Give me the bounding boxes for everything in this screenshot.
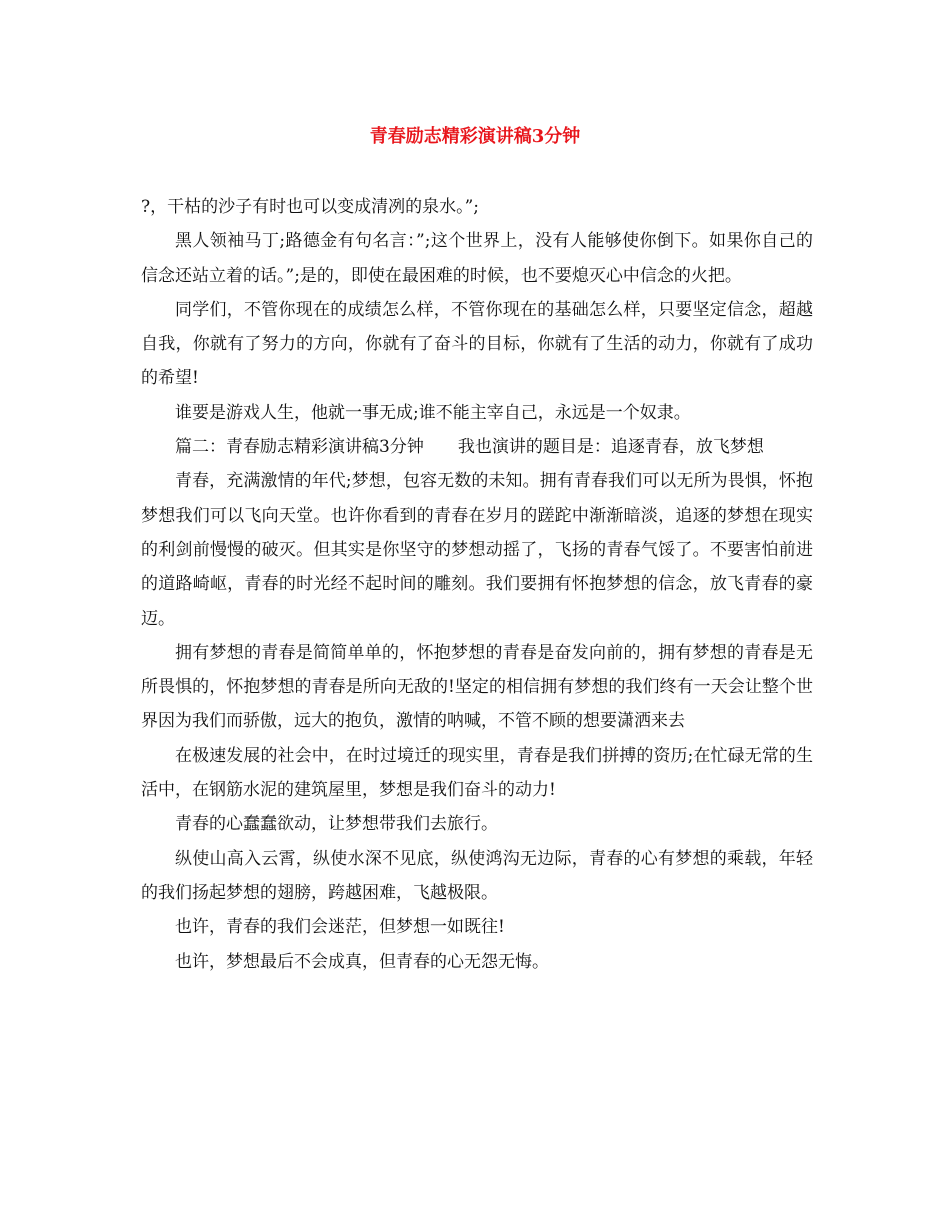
document-body [141, 190, 813, 979]
paragraph: 拥有梦想的青春是简简单单的，怀抱梦想的青春是奋发向前的，拥有梦想的青春是无所畏惧的，怀抱梦想的青春是所向无敌的!坚定的相信拥有梦想的我们终有一天会让整个世界因为我们而骄傲，远大的抱负，激情的呐喊，不管不顾的想要潇洒来去 [141, 642, 813, 732]
paragraph: 青春的心蠢蠢欲动，让梦想带我们去旅行。 [175, 814, 498, 835]
section-heading-paragraph: 篇二：青春励志精彩演讲稿3分钟 我也演讲的题目是：追逐青春，放飞梦想 [175, 437, 764, 458]
paragraph: ?，干枯的沙子有时也可以变成清冽的泉水。”; [141, 197, 480, 217]
paragraph: 纵使山高入云霄，纵使水深不见底，纵使鸿沟无边际，青春的心有梦想的乘载，年轻的我们扬起梦想的翅膀，跨越困难，飞越极限。 [141, 848, 813, 903]
paragraph: 谁要是游戏人生，他就一事无成;谁不能主宰自己，永远是一个奴隶。 [175, 402, 691, 423]
paragraph: 也许，青春的我们会迷茫，但梦想一如既往! [175, 917, 505, 938]
paragraph: 黑人领袖马丁;路德金有句名言：”;这个世界上，没有人能够使你倒下。如果你自己的信念还站立着的话。”;是的，即使在最困难的时候，也不要熄灭心中信念的火把。 [141, 231, 813, 286]
document-title: 青春励志精彩演讲稿3分钟 [369, 126, 581, 147]
paragraph: 同学们，不管你现在的成绩怎么样，不管你现在的基础怎么样，只要坚定信念，超越自我，你就有了努力的方向，你就有了奋斗的目标，你就有了生活的动力，你就有了成功的希望! [141, 299, 813, 389]
paragraph: 也许，梦想最后不会成真，但青春的心无怨无悔。 [175, 951, 549, 972]
paragraph: 青春，充满激情的年代;梦想，包容无数的未知。拥有青春我们可以无所为畏惧，怀抱梦想我们可以飞向天堂。也许你看到的青春在岁月的蹉跎中渐渐暗淡，追逐的梦想在现实的利剑前慢慢的破灭。但其实是你坚守的梦想动摇了，飞扬的青春气馁了。不要害怕前进的道路崎岖，青春的时光经不起时间的雕刻。我们要拥有怀抱梦想的信念，放飞青春的豪迈。 [141, 471, 813, 629]
paragraph: 在极速发展的社会中，在时过境迁的现实里，青春是我们拼搏的资历;在忙碌无常的生活中，在钢筋水泥的建筑屋里，梦想是我们奋斗的动力! [141, 745, 813, 801]
